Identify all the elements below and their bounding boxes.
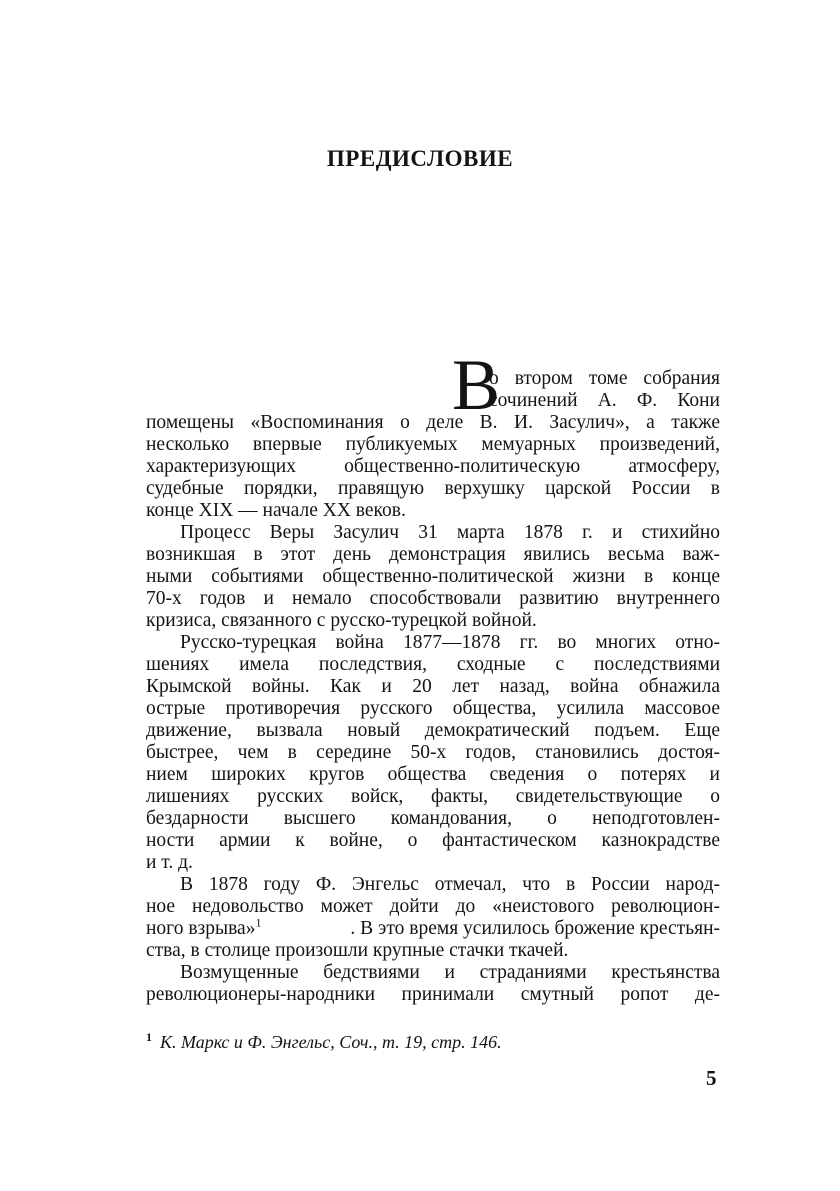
footnote-marker: 1 xyxy=(146,1030,152,1044)
text-line: острые противоречия русского общества, усилила массовое xyxy=(146,698,720,719)
text-line: шениях имела последствия, сходные с последствиями xyxy=(146,654,720,675)
text-line: и т. д. xyxy=(146,852,193,873)
text-line: ства, в столице произошли крупные стачки ткачей. xyxy=(146,940,569,961)
text-line: кризиса, связанного с русско-турецкой войной. xyxy=(146,610,537,631)
text-line: о втором томе собрания xyxy=(489,368,720,389)
text-line: движение, вызвала новый демократический подъем. Еще xyxy=(146,720,720,741)
text-line: возникшая в этот день демонстрация явились весьма важ- xyxy=(146,544,720,565)
text-line: конце XIX — начале XX веков. xyxy=(146,500,406,521)
footnote xyxy=(146,1026,502,1053)
text-line: В 1878 году Ф. Энгельс отмечал, что в России народ- xyxy=(180,874,720,895)
text-line: Процесс Веры Засулич 31 марта 1878 г. и стихийно xyxy=(180,522,720,543)
text-line: судебные порядки, правящую верхушку царской России в xyxy=(146,478,720,499)
text-line: Крымской войны. Как и 20 лет назад, война обнажила xyxy=(146,676,720,697)
text-line: бездарности высшего командования, о неподготовлен- xyxy=(146,808,720,829)
text-line: Возмущенные бедствиями и страданиями крестьянства xyxy=(180,962,720,983)
text-line: характеризующих общественно-политическую атмосферу, xyxy=(146,456,720,477)
text-line: революционеры-народники принимали смутный ропот де- xyxy=(146,984,720,1005)
text-line: ное недовольство может дойти до «неистового революцион- xyxy=(146,896,720,917)
text-line: быстрее, чем в середине 50-х годов, становились достоя- xyxy=(146,742,720,763)
footnote-ref: 1 xyxy=(255,915,262,930)
drop-cap: В xyxy=(452,345,501,425)
text-line-with-footnote-ref xyxy=(146,915,720,940)
text-line: сочинений А. Ф. Кони xyxy=(489,390,720,411)
footnote-text: К. Маркс и Ф. Энгельс, Соч., т. 19, стр. 146. xyxy=(160,1032,502,1052)
page-number: 5 xyxy=(706,1066,717,1090)
page-title: ПРЕДИСЛОВИЕ xyxy=(326,146,514,171)
text-line: несколько впервые публикуемых мемуарных произведений, xyxy=(146,434,720,455)
text-line: 70-х годов и немало способствовали развитию внутреннего xyxy=(146,588,720,609)
text-segment: ного взрыва» xyxy=(146,918,256,939)
text-line: лишениях русских войск, факты, свидетельствующие о xyxy=(146,786,720,807)
text-line: Русско-турецкая война 1877—1878 гг. во многих отно- xyxy=(180,632,720,653)
text-line: ными событиями общественно-политической жизни в конце xyxy=(146,566,720,587)
text-line: помещены «Воспоминания о деле В. И. Засулич», а также xyxy=(146,412,720,433)
text-line: ности армии к войне, о фантастическом казнокрадстве xyxy=(146,830,720,851)
text-fragment xyxy=(146,915,262,940)
text-line: нием широких кругов общества сведения о потерях и xyxy=(146,764,720,785)
text-segment: . В это время усилилось брожение крестьян- xyxy=(350,918,720,939)
